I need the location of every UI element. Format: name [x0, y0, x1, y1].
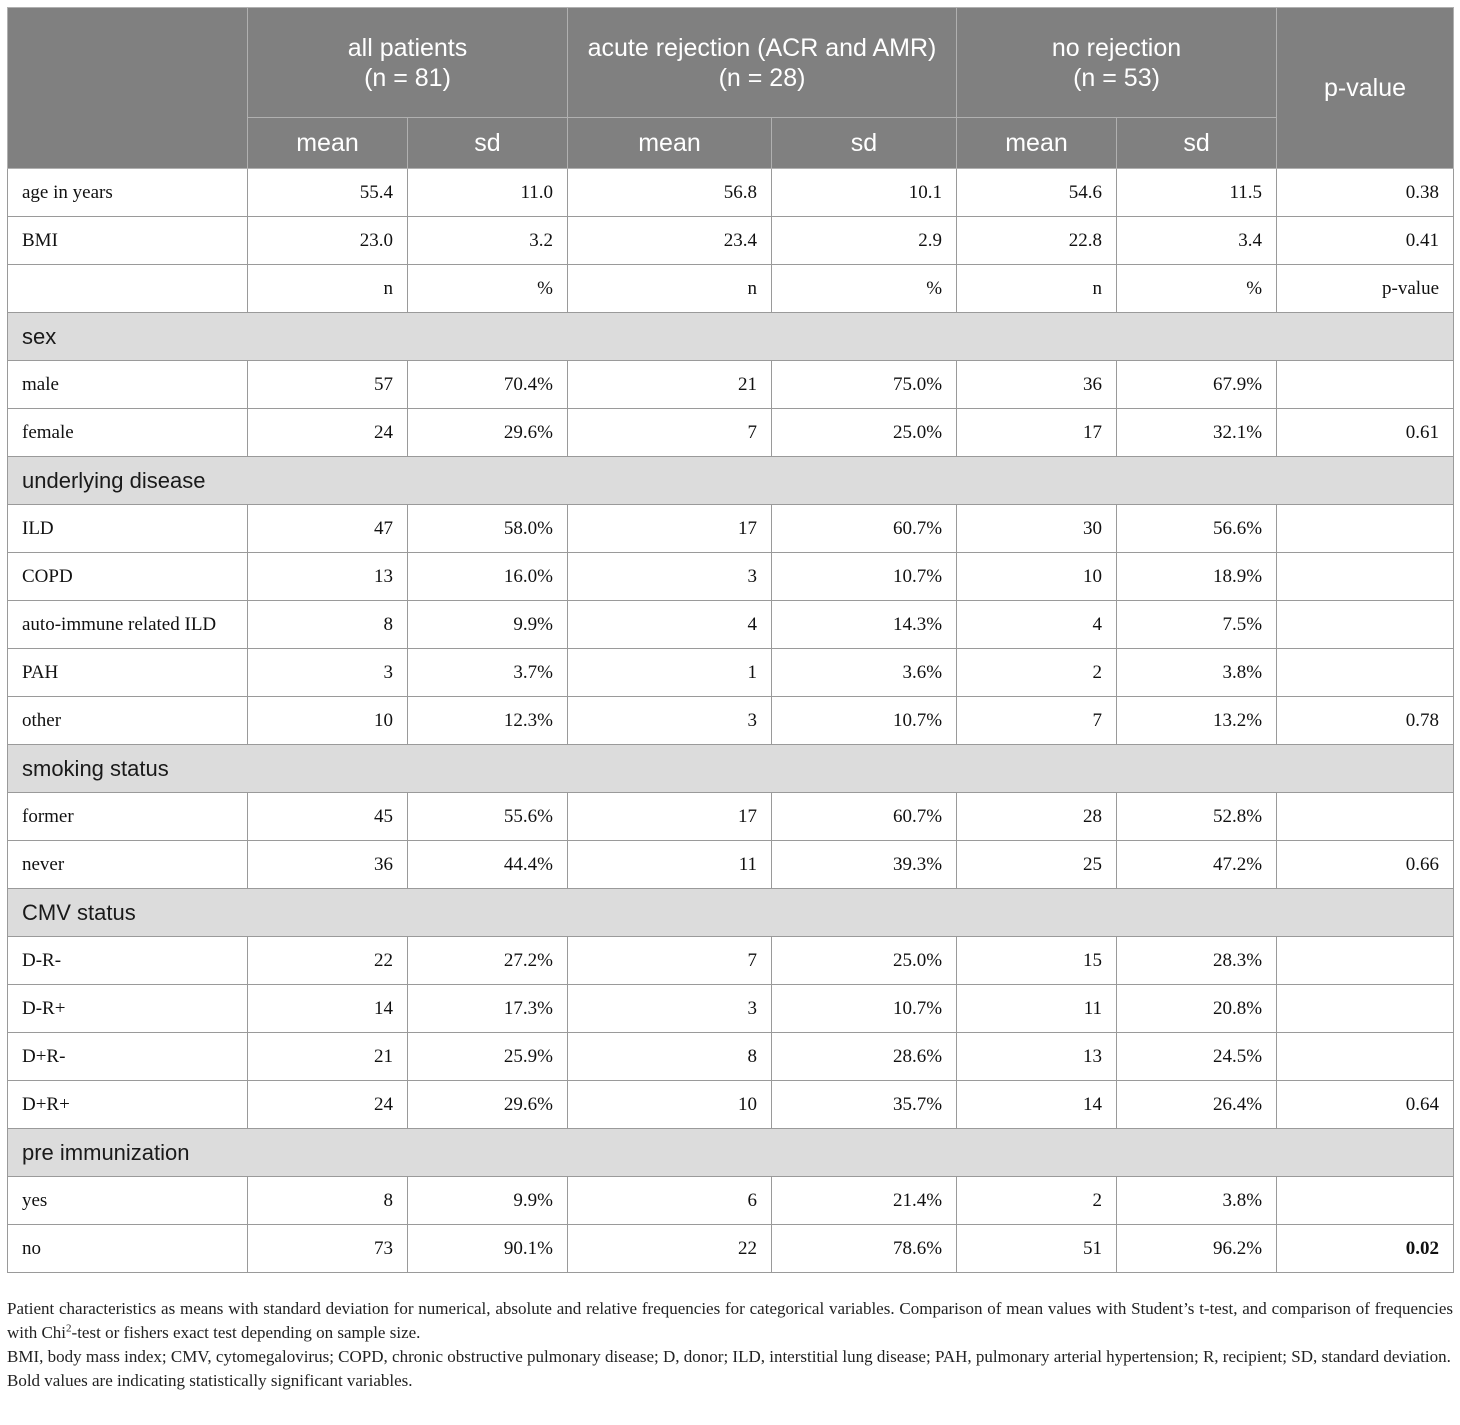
footnote-abbreviations: BMI, body mass index; CMV, cytomegalovirus; COPD, chronic obstructive pulmonary disease; D, donor; ILD, interstitial lung disease; PAH, pulmonary arterial hypertension; R, recipient; SD, standard deviation. [7, 1347, 1451, 1366]
p-value-cell [1277, 649, 1454, 697]
value-cell: 17 [957, 409, 1117, 457]
category-row [8, 649, 1454, 697]
category-row [8, 1033, 1454, 1081]
value-cell: 7 [568, 937, 772, 985]
row-label: other [8, 697, 248, 745]
header-mean: mean [568, 118, 772, 169]
row-label [8, 265, 248, 313]
value-cell: 2 [957, 649, 1117, 697]
value-cell: % [408, 265, 568, 313]
value-cell: % [772, 265, 957, 313]
row-label: D-R- [8, 937, 248, 985]
value-cell: 25.0% [772, 409, 957, 457]
value-cell: 14 [957, 1081, 1117, 1129]
header-mean: mean [957, 118, 1117, 169]
value-cell: 21 [568, 361, 772, 409]
header-group-acute-rejection [568, 8, 957, 118]
value-cell: 56.6% [1117, 505, 1277, 553]
value-cell: 3.7% [408, 649, 568, 697]
row-label: auto-immune related ILD [8, 601, 248, 649]
patient-characteristics-table [7, 7, 1454, 1273]
p-value-cell: 0.38 [1277, 169, 1454, 217]
value-cell: 18.9% [1117, 553, 1277, 601]
value-cell: 13 [248, 553, 408, 601]
value-cell: 3.2 [408, 217, 568, 265]
row-label: never [8, 841, 248, 889]
category-row [8, 697, 1454, 745]
value-cell: 10.7% [772, 553, 957, 601]
value-cell: 20.8% [1117, 985, 1277, 1033]
p-value-cell [1277, 985, 1454, 1033]
value-cell: 3.8% [1117, 649, 1277, 697]
value-cell: 52.8% [1117, 793, 1277, 841]
category-row [8, 1081, 1454, 1129]
group-title: no rejection [1051, 33, 1182, 62]
value-cell: 7 [568, 409, 772, 457]
category-row [8, 505, 1454, 553]
value-cell: 11 [957, 985, 1117, 1033]
value-cell: 28.6% [772, 1033, 957, 1081]
value-cell: 17 [568, 505, 772, 553]
value-cell: 27.2% [408, 937, 568, 985]
section-title: pre immunization [8, 1129, 1454, 1177]
value-cell: 60.7% [772, 793, 957, 841]
value-cell: 3 [568, 985, 772, 1033]
numeric-row [8, 169, 1454, 217]
p-value-cell: 0.78 [1277, 697, 1454, 745]
value-cell: 35.7% [772, 1081, 957, 1129]
row-label: male [8, 361, 248, 409]
value-cell: 70.4% [408, 361, 568, 409]
row-label: D+R+ [8, 1081, 248, 1129]
value-cell: 55.6% [408, 793, 568, 841]
p-value-cell: p-value [1277, 265, 1454, 313]
value-cell: 10.7% [772, 985, 957, 1033]
header-p-value: p-value [1277, 8, 1454, 169]
value-cell: 8 [248, 601, 408, 649]
value-cell: 9.9% [408, 1177, 568, 1225]
category-row [8, 409, 1454, 457]
header-sd: sd [408, 118, 568, 169]
value-cell: 25 [957, 841, 1117, 889]
value-cell: 24 [248, 1081, 408, 1129]
section-header-row [8, 889, 1454, 937]
value-cell: 16.0% [408, 553, 568, 601]
section-title: underlying disease [8, 457, 1454, 505]
value-cell: 12.3% [408, 697, 568, 745]
value-cell: 54.6 [957, 169, 1117, 217]
p-value-cell: 0.66 [1277, 841, 1454, 889]
value-cell: 11 [568, 841, 772, 889]
value-cell: 10.7% [772, 697, 957, 745]
row-label: D+R- [8, 1033, 248, 1081]
value-cell: 23.4 [568, 217, 772, 265]
value-cell: 2.9 [772, 217, 957, 265]
value-cell: 17 [568, 793, 772, 841]
p-value-cell: 0.02 [1277, 1225, 1454, 1273]
row-label: female [8, 409, 248, 457]
category-row [8, 361, 1454, 409]
value-cell: 45 [248, 793, 408, 841]
p-value-cell [1277, 937, 1454, 985]
value-cell: 21 [248, 1033, 408, 1081]
value-cell: 8 [248, 1177, 408, 1225]
footnote-methods-text: Patient characteristics as means with standard deviation for numerical, absolute and relative frequencies for categorical variables. Comparison of mean values with Student’s t-test, and comparison of frequencies with Chi [7, 1299, 1453, 1342]
value-cell: 4 [957, 601, 1117, 649]
value-cell: 96.2% [1117, 1225, 1277, 1273]
table-header [8, 8, 1454, 169]
value-cell: 60.7% [772, 505, 957, 553]
section-title: CMV status [8, 889, 1454, 937]
value-cell: 29.6% [408, 1081, 568, 1129]
p-value-cell [1277, 1033, 1454, 1081]
value-cell: 28.3% [1117, 937, 1277, 985]
category-row [8, 937, 1454, 985]
value-cell: 47 [248, 505, 408, 553]
value-cell: 24.5% [1117, 1033, 1277, 1081]
p-value-cell [1277, 1177, 1454, 1225]
value-cell: n [957, 265, 1117, 313]
value-cell: 28 [957, 793, 1117, 841]
value-cell: 3.6% [772, 649, 957, 697]
header-blank-cell [8, 8, 248, 169]
value-cell: 3.4 [1117, 217, 1277, 265]
row-label: age in years [8, 169, 248, 217]
table-footnotes [7, 1297, 1453, 1393]
p-value-cell [1277, 361, 1454, 409]
value-cell: 47.2% [1117, 841, 1277, 889]
header-group-no-rejection [957, 8, 1277, 118]
value-cell: 90.1% [408, 1225, 568, 1273]
p-value-cell: 0.61 [1277, 409, 1454, 457]
section-title: sex [8, 313, 1454, 361]
row-label: ILD [8, 505, 248, 553]
p-value-cell: 0.41 [1277, 217, 1454, 265]
value-cell: % [1117, 265, 1277, 313]
footnote-methods-text-end: -test or fishers exact test depending on sample size. [71, 1323, 421, 1342]
value-cell: 25.9% [408, 1033, 568, 1081]
category-row [8, 793, 1454, 841]
characteristics-table-container [7, 7, 1453, 1273]
p-value-cell: 0.64 [1277, 1081, 1454, 1129]
subheader-row [8, 265, 1454, 313]
value-cell: 44.4% [408, 841, 568, 889]
value-cell: n [568, 265, 772, 313]
value-cell: 39.3% [772, 841, 957, 889]
value-cell: 7.5% [1117, 601, 1277, 649]
section-header-row [8, 457, 1454, 505]
header-sd: sd [1117, 118, 1277, 169]
category-row [8, 553, 1454, 601]
value-cell: 21.4% [772, 1177, 957, 1225]
value-cell: 13 [957, 1033, 1117, 1081]
footnote-methods [7, 1297, 1453, 1345]
value-cell: 73 [248, 1225, 408, 1273]
value-cell: 30 [957, 505, 1117, 553]
value-cell: 15 [957, 937, 1117, 985]
category-row [8, 601, 1454, 649]
value-cell: 8 [568, 1033, 772, 1081]
table-body [8, 169, 1454, 1273]
row-label: yes [8, 1177, 248, 1225]
p-value-cell [1277, 553, 1454, 601]
value-cell: 22 [248, 937, 408, 985]
footnote-superscript: 2 [66, 1322, 72, 1335]
value-cell: 3.8% [1117, 1177, 1277, 1225]
group-n: (n = 53) [1073, 63, 1160, 92]
value-cell: 58.0% [408, 505, 568, 553]
group-n: (n = 81) [364, 63, 451, 92]
value-cell: 26.4% [1117, 1081, 1277, 1129]
header-group-all-patients [248, 8, 568, 118]
p-value-cell [1277, 793, 1454, 841]
value-cell: 4 [568, 601, 772, 649]
group-title: acute rejection (ACR and AMR) [587, 33, 937, 62]
value-cell: 22.8 [957, 217, 1117, 265]
value-cell: 11.5 [1117, 169, 1277, 217]
row-label: former [8, 793, 248, 841]
value-cell: 75.0% [772, 361, 957, 409]
value-cell: 23.0 [248, 217, 408, 265]
value-cell: 6 [568, 1177, 772, 1225]
value-cell: 14 [248, 985, 408, 1033]
value-cell: 17.3% [408, 985, 568, 1033]
value-cell: n [248, 265, 408, 313]
value-cell: 57 [248, 361, 408, 409]
value-cell: 36 [248, 841, 408, 889]
value-cell: 9.9% [408, 601, 568, 649]
group-title: all patients [347, 33, 468, 62]
value-cell: 1 [568, 649, 772, 697]
section-header-row [8, 745, 1454, 793]
section-header-row [8, 1129, 1454, 1177]
row-label: D-R+ [8, 985, 248, 1033]
value-cell: 14.3% [772, 601, 957, 649]
p-value-cell [1277, 505, 1454, 553]
value-cell: 78.6% [772, 1225, 957, 1273]
section-title: smoking status [8, 745, 1454, 793]
value-cell: 55.4 [248, 169, 408, 217]
value-cell: 10 [248, 697, 408, 745]
value-cell: 10.1 [772, 169, 957, 217]
section-header-row [8, 313, 1454, 361]
category-row [8, 985, 1454, 1033]
value-cell: 29.6% [408, 409, 568, 457]
value-cell: 22 [568, 1225, 772, 1273]
value-cell: 24 [248, 409, 408, 457]
value-cell: 13.2% [1117, 697, 1277, 745]
header-sd: sd [772, 118, 957, 169]
footnote-bold-note: Bold values are indicating statistically significant variables. [7, 1371, 413, 1390]
value-cell: 67.9% [1117, 361, 1277, 409]
row-label: PAH [8, 649, 248, 697]
value-cell: 3 [568, 553, 772, 601]
p-value-cell [1277, 601, 1454, 649]
category-row [8, 1177, 1454, 1225]
value-cell: 2 [957, 1177, 1117, 1225]
row-label: BMI [8, 217, 248, 265]
value-cell: 56.8 [568, 169, 772, 217]
value-cell: 25.0% [772, 937, 957, 985]
value-cell: 3 [248, 649, 408, 697]
category-row [8, 841, 1454, 889]
group-n: (n = 28) [718, 63, 806, 92]
value-cell: 7 [957, 697, 1117, 745]
value-cell: 32.1% [1117, 409, 1277, 457]
numeric-row [8, 217, 1454, 265]
value-cell: 3 [568, 697, 772, 745]
value-cell: 10 [568, 1081, 772, 1129]
value-cell: 10 [957, 553, 1117, 601]
value-cell: 51 [957, 1225, 1117, 1273]
row-label: no [8, 1225, 248, 1273]
header-mean: mean [248, 118, 408, 169]
category-row [8, 1225, 1454, 1273]
value-cell: 36 [957, 361, 1117, 409]
value-cell: 11.0 [408, 169, 568, 217]
row-label: COPD [8, 553, 248, 601]
